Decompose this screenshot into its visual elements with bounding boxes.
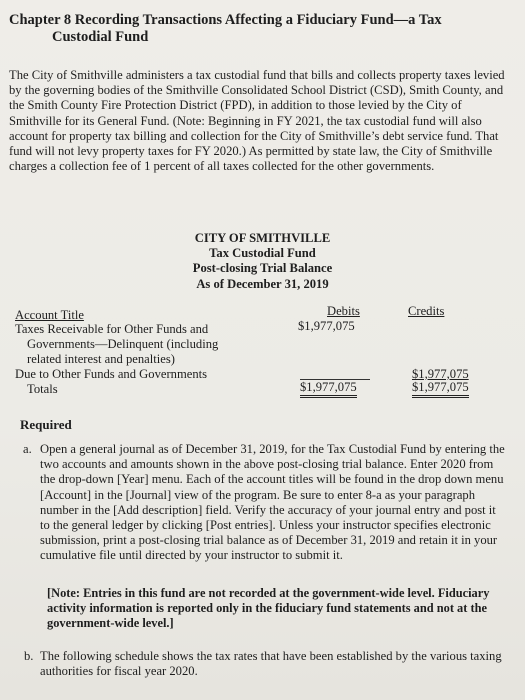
intro-paragraph: The City of Smithville administers a tax custodial fund that bills and collects property taxes levied by the governing bodies of the Smithville Consolidated School District (CSD), Smith County, and the Smith County Fire Protection District (FPD), in addition to those levied by the City of Smithville for its General Fund. (Note: Beginning in FY 2021, the tax custodial fund will also account for property tax billing and collection for the City of Smithville’s debt service fund. That fund will not levy property taxes for FY 2020.) As permitted by state law, the City of Smithville charges a collection fee of 1 percent of all taxes collected for the other governments. xyxy=(9,68,505,174)
report-date: As of December 31, 2019 xyxy=(196,276,329,291)
item-a-text: Open a general journal as of December 31, 2019, for the Tax Custodial Fund by entering the two accounts and amounts shown in the above post-closing trial balance. Enter 2020 from the drop-down [Year] menu. Each of the account titles will be found in the drop down menu [Account] in the [Journal] view of the program. Be sure to enter 8-a as your paragraph number in the [Add description] field. Verify the accuracy of your journal entry and post it to the general ledger by clicking [Post entries]. Unless your instructor specifies electronic submission, print a post-closing trial balance as of December 31, 2019 and retain it in your cumulative file until directed by your instructor to submit it. xyxy=(40,442,505,563)
fiduciary-note: [Note: Entries in this fund are not recorded at the government-wide level. Fiduciary activity information is reported only in the fiduciary fund statements and not at the government-wide level.] xyxy=(47,586,490,630)
taxes-receivable-debit: $1,977,075 xyxy=(298,319,355,333)
column-header-credits: Credits xyxy=(408,304,445,318)
chapter-title-line-1: Chapter 8 Recording Transactions Affecting a Fiduciary Fund—a Tax xyxy=(9,12,442,28)
report-name: Post-closing Trial Balance xyxy=(192,261,333,276)
column-header-debits: Debits xyxy=(327,304,360,318)
item-a-marker: a. xyxy=(23,442,32,456)
fund-name: Tax Custodial Fund xyxy=(209,246,316,261)
column-header-account-title: Account Title xyxy=(15,308,84,322)
trial-balance-heading xyxy=(180,231,345,292)
row-taxes-receivable-line-3: related interest and penalties) xyxy=(27,352,175,366)
total-credits: $1,977,075 xyxy=(412,380,469,398)
entity-name: CITY OF SMITHVILLE xyxy=(194,231,331,245)
total-debits: $1,977,075 xyxy=(300,380,357,398)
row-taxes-receivable-line-1: Taxes Receivable for Other Funds and xyxy=(15,322,209,336)
due-to-other-funds-credit: $1,977,075 xyxy=(412,367,469,381)
row-taxes-receivable-line-2: Governments—Delinquent (including xyxy=(27,337,219,351)
row-due-to-other-funds: Due to Other Funds and Governments xyxy=(15,367,208,381)
required-heading: Required xyxy=(20,417,72,432)
row-totals: Totals xyxy=(27,382,58,396)
item-b-marker: b. xyxy=(24,649,34,663)
item-b-text: The following schedule shows the tax rates that have been established by the various taxing authorities for fiscal year 2020. xyxy=(40,649,502,679)
chapter-title xyxy=(9,12,519,46)
chapter-title-line-2: Custodial Fund xyxy=(52,29,149,45)
